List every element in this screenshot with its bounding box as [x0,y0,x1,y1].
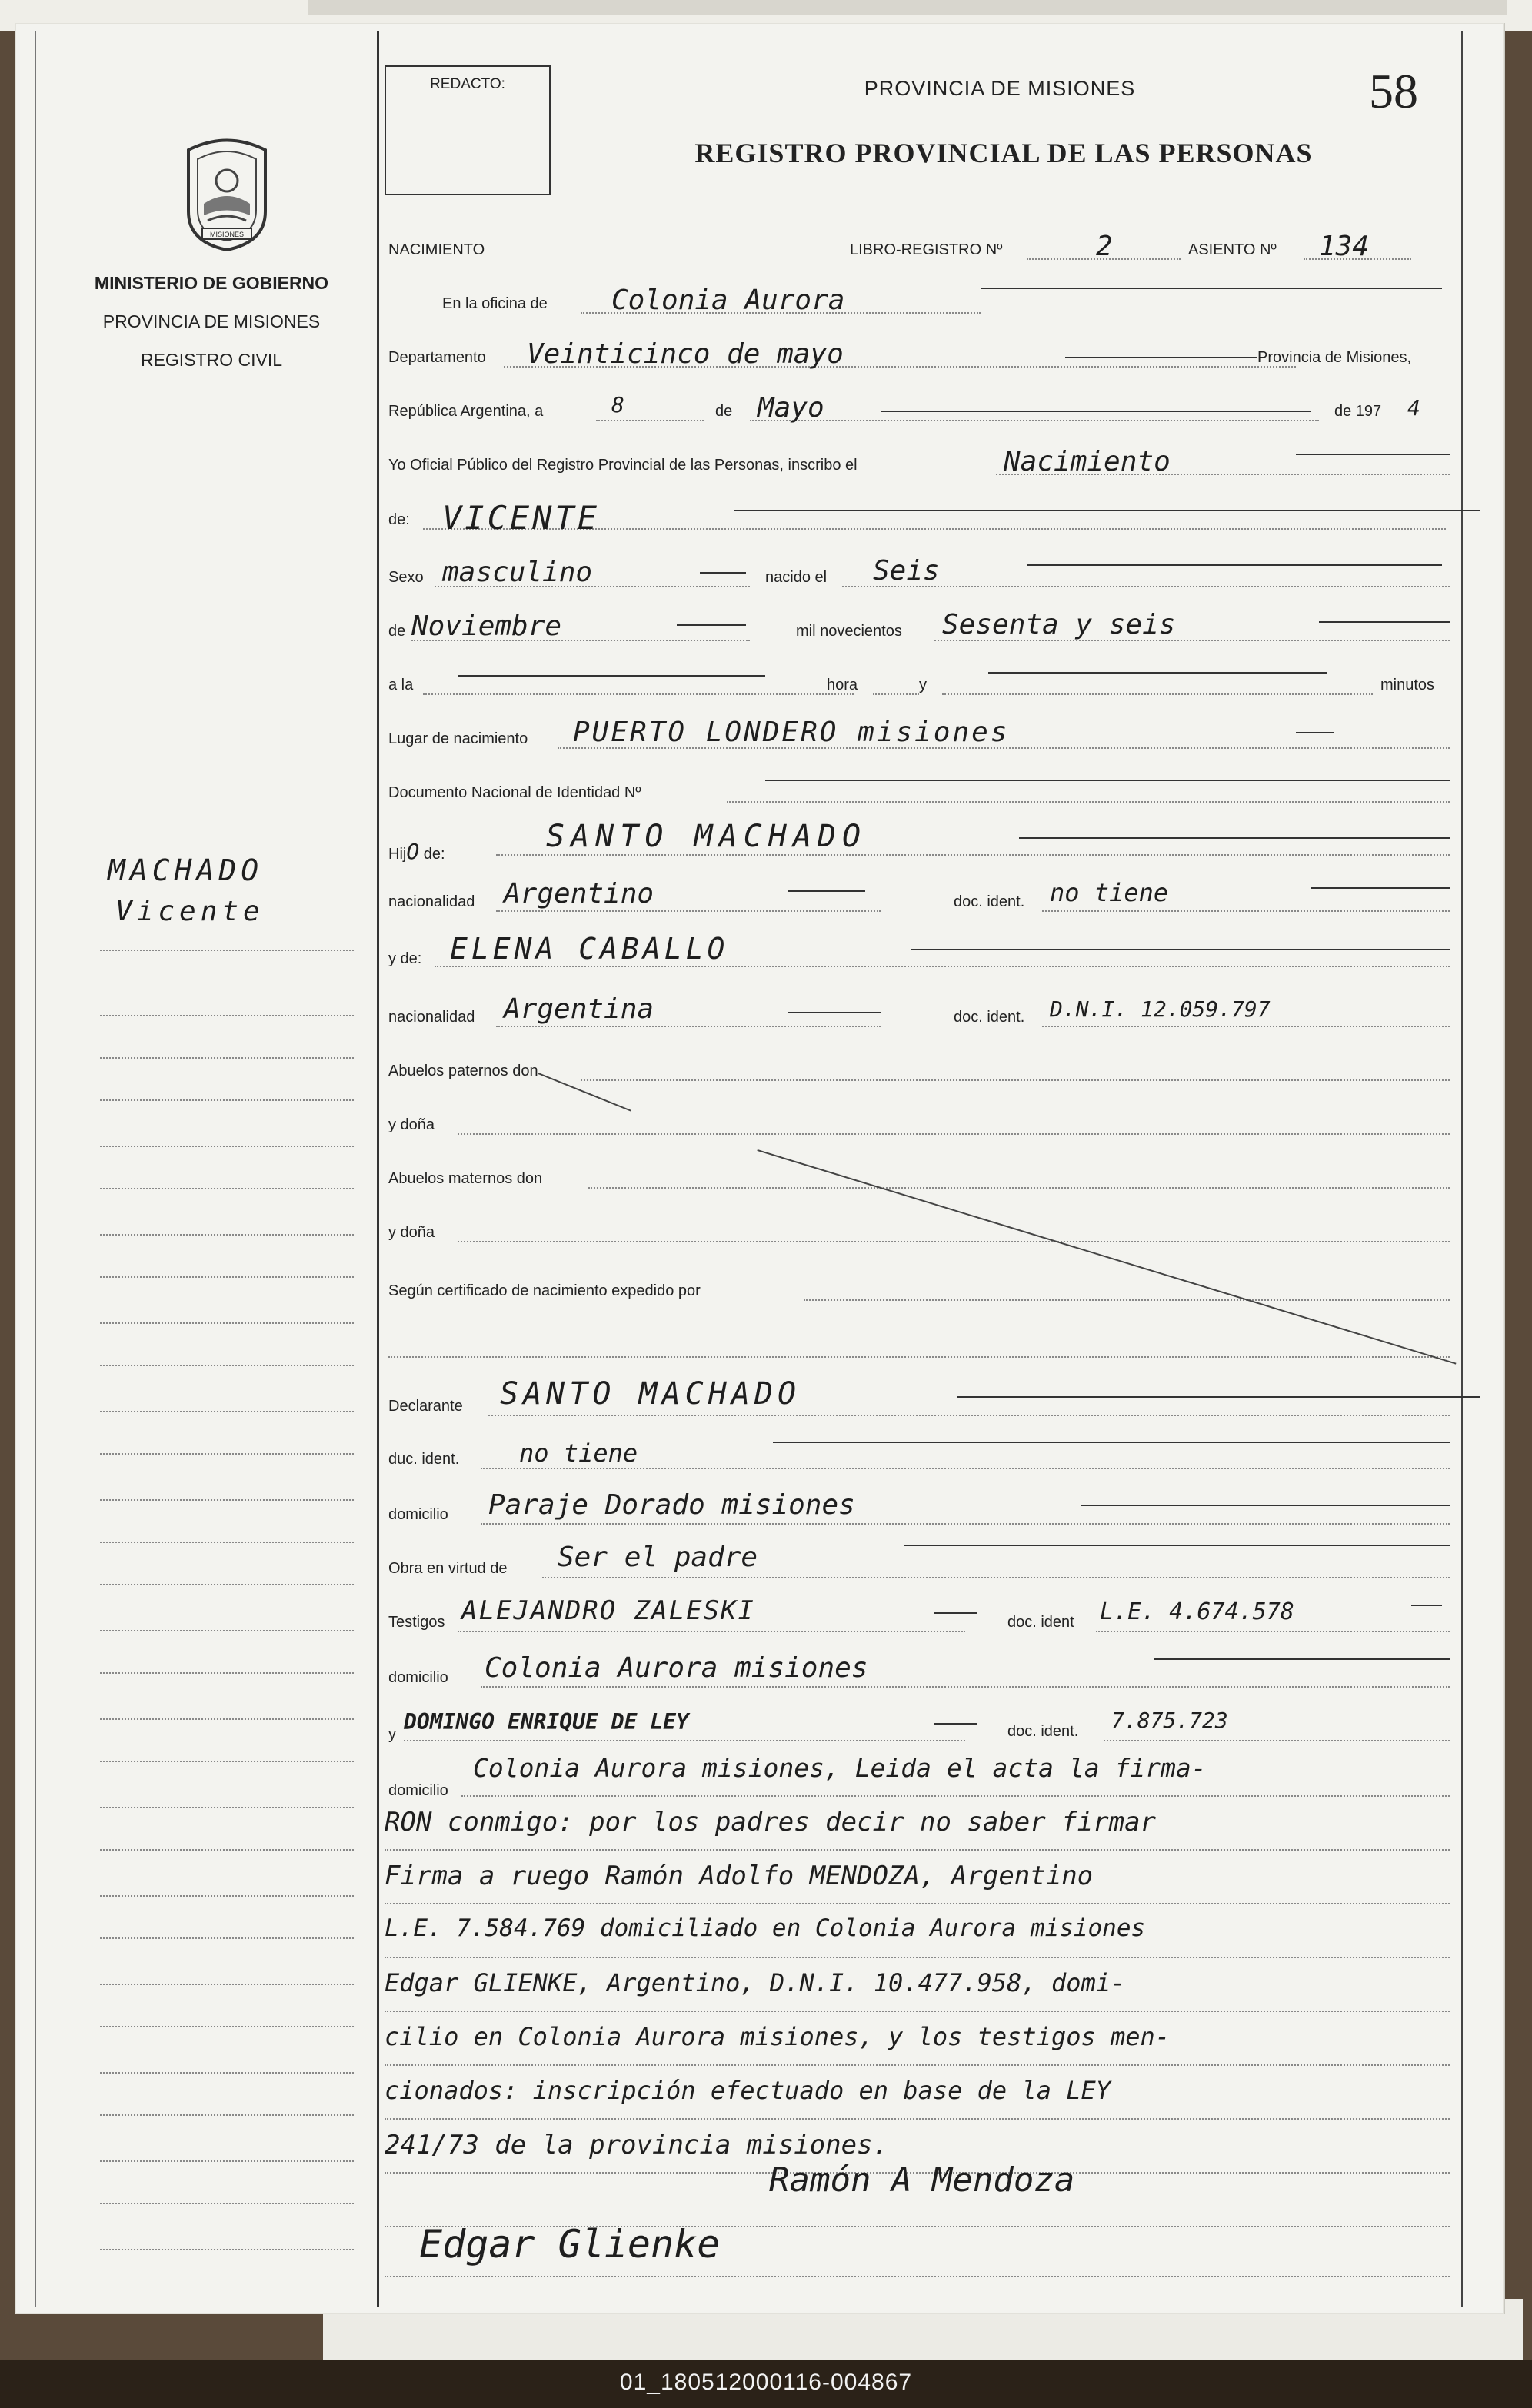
y-de-label: y de: [388,950,422,967]
de-label: de [715,403,733,420]
sexo-label: Sexo [388,569,424,586]
testigo-1-dom-line [481,1686,1450,1688]
testigo-2-doc: 7.875.723 [1111,1708,1228,1733]
testigo-1-doc-line [1096,1631,1450,1632]
hijo-label-suffix: de: [423,846,445,863]
row-abuelos-maternos [388,1153,1450,1192]
nac-padre-strike [788,890,865,892]
minutos-line [942,693,1373,695]
row-testigo-1-domicilio [388,1649,1450,1688]
anio-prefix: de 197 [1334,403,1382,420]
row-oficial [388,446,1450,484]
doc-ident-label-3: doc. ident [1007,1614,1074,1631]
row-hijo [388,819,1450,864]
duc-ident-value: no tiene [519,1438,638,1468]
narrative-rule-7 [385,2118,1450,2120]
dona-line-2 [458,1241,1450,1242]
mes-value: Mayo [758,392,824,424]
margin-line [100,1849,354,1851]
testigos-label: Testigos [388,1614,445,1631]
dni-strike [765,780,1450,781]
narrative-line-8: 241/73 de la provincia misiones. [385,2130,889,2160]
margin-note-surname: MACHADO [108,853,264,887]
row-domicilio [388,1488,1450,1526]
testigo-2-line [404,1740,965,1741]
domicilio-line [481,1523,1450,1525]
minutos-label: minutos [1380,677,1435,693]
row-mes-nac [388,607,1450,646]
asiento-value: 134 [1319,231,1370,262]
anio-nac-value: Sesenta y seis [942,609,1176,640]
nac-madre-strike [788,1012,881,1013]
doc-madre-line [1042,1026,1450,1027]
oficial-strike [1296,454,1450,455]
row-testigo-1 [388,1595,1450,1634]
header-registro-title: REGISTRO PROVINCIAL DE LAS PERSONAS [694,138,1313,168]
lugar-strike [1296,732,1334,733]
doc-ident-label-4: doc. ident. [1007,1723,1079,1740]
departamento-strike [1065,357,1257,358]
departamento-value: Veinticinco de mayo [527,338,844,370]
republica-label: República Argentina, a [388,403,544,420]
testigo-1-strike [934,1612,977,1614]
padre-line [496,854,1450,856]
left-border-line [35,31,36,2307]
doc-ident-label: doc. ident. [954,893,1025,910]
column-divider [377,31,379,2307]
narrative-rule-3 [385,1903,1450,1904]
row-segun [388,1261,1450,1299]
testigo-2-strike [934,1723,977,1725]
margin-line [100,1630,354,1631]
testigo-1-value: ALEJANDRO ZALESKI [461,1595,755,1626]
margin-line [100,1937,354,1939]
row-nombre [388,496,1450,537]
margin-line [100,1718,354,1720]
margin-line [100,1807,354,1808]
row-duc-ident [388,1434,1450,1472]
nac-madre-value: Argentina [504,993,654,1025]
margin-line [100,2026,354,2027]
narrative-rule-4 [385,1957,1450,1958]
narrative-line-4: L.E. 7.584.769 domiciliado en Colonia Aurora misiones [385,1914,1146,1942]
margin-line [100,1365,354,1366]
narrative-rule-10 [385,2276,1450,2277]
de-label-3: de [388,623,406,640]
libro-label: LIBRO-REGISTRO Nº [850,241,1003,258]
y-label-2: y [388,1726,396,1743]
row-oficina [388,284,1450,323]
nacido-label: nacido el [765,569,828,586]
margin-line [100,1146,354,1147]
provincia-label: PROVINCIA DE MISIONES [102,311,321,331]
testigo-1-dom-strike [1154,1658,1450,1660]
row-declarante [388,1376,1450,1415]
duc-ident-line [481,1468,1450,1469]
obra-label: Obra en virtud de [388,1560,508,1577]
margin-line [100,1672,354,1674]
oficina-label: En la oficina de [442,295,548,312]
nombre-strike [734,510,1480,511]
nacido-strike [1027,564,1442,566]
doc-padre-strike [1311,887,1450,889]
nacido-value: Seis [873,555,940,587]
hijo-label-prefix: Hij [388,846,407,863]
row-hora [388,661,1450,700]
redacto-box [385,65,551,195]
right-border-line [1461,31,1463,2307]
mes-line [750,420,1319,421]
y-label: y [919,677,927,693]
narrative-rule-1 [461,1795,1450,1797]
narrative-line-2: RON conmigo: por los padres decir no saber firmar [385,1807,1157,1838]
anio-nac-strike [1319,621,1450,623]
margin-line [100,1761,354,1762]
margin-line [100,1322,354,1324]
y-dona-label-2: y doña [388,1224,435,1241]
anio-value: 4 [1407,395,1420,421]
mes-nac-strike [677,624,746,626]
declarante-line [488,1415,1450,1416]
domicilio-value: Paraje Dorado misiones [488,1489,855,1521]
mes-nac-value: Noviembre [411,610,562,642]
row-departamento [388,338,1450,377]
madre-strike [911,949,1450,950]
segun-label: Según certificado de nacimiento expedido por [388,1282,701,1299]
domicilio-strike [1081,1505,1450,1506]
row-sexo [388,554,1450,592]
hijo-letter: O [406,839,420,864]
domicilio-label-3: domicilio [388,1782,448,1799]
row-lugar [388,715,1450,753]
margin-line [100,2203,354,2204]
duc-ident-label: duc. ident. [388,1451,460,1468]
row-nac-padre [388,876,1450,915]
obra-strike [904,1545,1450,1546]
margin-line [100,1411,354,1412]
footer-code: 01_180512000116-004867 [619,2370,913,2395]
top-tab [308,0,1507,15]
y-dona-label: y doña [388,1116,435,1133]
doc-padre-value: no tiene [1050,878,1169,907]
declarante-value: SANTO MACHADO [500,1376,801,1412]
margin-line [100,2249,354,2250]
declarante-strike [958,1396,1480,1398]
dni-line [727,801,1450,803]
nac-padre-value: Argentino [504,878,654,910]
mil-novecientos-label: mil novecientos [796,623,902,640]
narrative-line-7: cionados: inscripción efectuado en base de la LEY [385,2076,1111,2105]
signature-glienke: Edgar Glienke [419,2222,721,2267]
narrative-line-3: Firma a ruego Ramón Adolfo MENDOZA, Argentino [385,1861,1094,1891]
nombre-value: VICENTE [442,499,601,537]
domicilio-label-2: domicilio [388,1669,448,1686]
row-segun-2 [388,1322,1450,1361]
margin-line [100,1453,354,1455]
abuelos-paternos-line [581,1079,1450,1081]
dia-line [596,420,704,421]
lugar-value: PUERTO LONDERO misiones [573,717,1010,748]
signature-mendoza: Ramón A Mendoza [769,2160,1075,2200]
departamento-label: Departamento [388,349,486,366]
oficial-value: Nacimiento [1004,446,1171,477]
narrative-rule-6 [385,2064,1450,2066]
dona-line-1 [458,1133,1450,1135]
row-abuelos-paternos [388,1046,1450,1084]
abuelos-maternos-line [588,1187,1450,1189]
testigo-1-dom: Colonia Aurora misiones [485,1652,868,1684]
margin-line [100,2160,354,2162]
margin-note-firstname: Vicente [115,896,265,927]
dni-label: Documento Nacional de Identidad Nº [388,784,641,801]
asiento-label: ASIENTO Nº [1188,241,1277,258]
oficina-strike [981,288,1442,289]
testigo-1-doc-strike [1411,1605,1442,1606]
hora-line [873,693,919,695]
footer-bar [0,2360,1532,2408]
minutos-strike [988,672,1327,674]
row-dona-1 [388,1099,1450,1138]
abuelos-maternos-label: Abuelos maternos don [388,1170,543,1187]
header-provincia: PROVINCIA DE MISIONES [864,77,1136,100]
margin-line [100,1015,354,1016]
margin-line [100,1584,354,1585]
narrative-rule-2 [385,1849,1450,1851]
row-testigo-2 [388,1703,1450,1741]
hijo-label [388,839,445,864]
sexo-strike [700,572,746,574]
nacimiento-label: NACIMIENTO [388,241,485,258]
oficial-label: Yo Oficial Público del Registro Provincial de las Personas, inscribo el [388,457,858,474]
libro-value: 2 [1096,231,1113,262]
a-la-line [423,693,854,695]
registro-civil-label: REGISTRO CIVIL [140,350,283,370]
row-libro [388,231,1450,269]
mes-strike [881,411,1311,412]
dia-value: 8 [611,392,624,417]
testigo-1-line [458,1631,965,1632]
redacto-label: REDACTO: [430,76,505,92]
obra-value: Ser el padre [558,1542,758,1573]
page-number: 58 [1369,64,1418,118]
obra-line [542,1577,1450,1578]
nacionalidad-label: nacionalidad [388,893,475,910]
margin-line [100,1188,354,1189]
madre-line [435,966,1450,967]
margin-line [100,2072,354,2074]
row-nac-madre [388,992,1450,1030]
testigo-2-doc-line [1104,1740,1450,1741]
narrative-line-1: Colonia Aurora misiones, Leida el acta la firma- [473,1753,1207,1783]
abuelos-paternos-label: Abuelos paternos don [388,1063,538,1079]
declarante-label: Declarante [388,1398,463,1415]
domicilio-label: domicilio [388,1506,448,1523]
provincia-suffix: Provincia de Misiones, [1257,349,1412,366]
row-dni [388,769,1450,807]
row-dona-2 [388,1207,1450,1246]
margin-line [100,1984,354,1985]
doc-ident-label-2: doc. ident. [954,1009,1025,1026]
margin-line [100,1542,354,1543]
oficina-value: Colonia Aurora [611,284,845,316]
row-fecha [388,392,1450,431]
margin-line [100,1057,354,1059]
segun-line [804,1299,1450,1301]
margin-line [100,950,354,951]
narrative-rule-5 [385,2011,1450,2012]
testigo-2-value: DOMINGO ENRIQUE DE LEY [404,1709,689,1734]
margin-line [100,2114,354,2116]
a-la-label: a la [388,677,414,693]
ministerio-label: MINISTERIO DE GOBIERNO [94,273,329,293]
padre-strike [1019,837,1450,839]
margin-line [100,1895,354,1897]
testigo-1-doc: L.E. 4.674.578 [1100,1598,1294,1625]
seal-text: MISIONES [209,231,245,238]
margin-line [100,1099,354,1101]
margin-line [100,1276,354,1278]
madre-value: ELENA CABALLO [450,932,729,966]
province-seal-icon [173,135,281,254]
row-obra [388,1542,1450,1580]
padre-value: SANTO MACHADO [546,819,868,854]
narrative-line-6: cilio en Colonia Aurora misiones, y los testigos men- [385,2022,1171,2051]
a-la-strike [458,675,765,677]
segun-line-2 [388,1356,1450,1358]
doc-padre-line [1042,910,1450,912]
nac-madre-line [496,1026,881,1027]
nac-padre-line [496,910,881,912]
sexo-value: masculino [442,557,593,588]
nacionalidad-label-2: nacionalidad [388,1009,475,1026]
row-madre [388,930,1450,969]
hora-label: hora [827,677,858,693]
de-label-2: de: [388,511,410,528]
duc-ident-strike [773,1442,1450,1443]
doc-madre-value: D.N.I. 12.059.797 [1050,996,1271,1022]
lugar-label: Lugar de nacimiento [388,730,528,747]
narrative-line-5: Edgar GLIENKE, Argentino, D.N.I. 10.477.958, domi- [385,1968,1126,1997]
margin-line [100,1234,354,1236]
margin-line [100,1499,354,1501]
